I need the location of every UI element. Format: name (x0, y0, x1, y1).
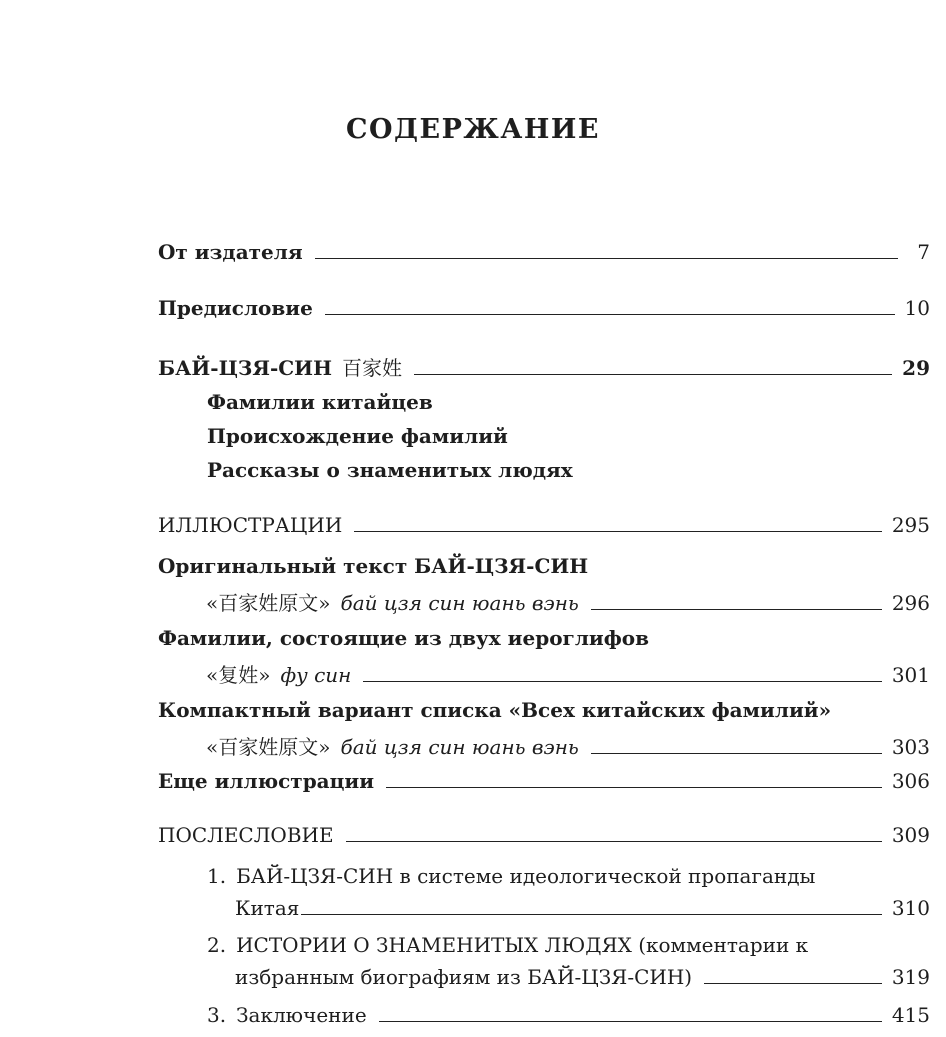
toc-label: Китая (235, 896, 300, 920)
toc-page: 303 (891, 735, 930, 759)
toc-entry-compact-list[interactable] (158, 698, 930, 728)
toc-label: Оригинальный текст БАЙ-ЦЗЯ-СИН (158, 554, 589, 578)
toc-leader (346, 841, 882, 842)
toc-entry-original-text-cont[interactable] (206, 587, 930, 617)
toc-translit: бай цзя син юань вэнь (340, 735, 579, 759)
toc-label: Фамилии китайцев (207, 390, 433, 414)
toc-page: 10 (904, 296, 930, 320)
toc-leader (325, 314, 895, 315)
toc-afterword-item-1-cont[interactable] (235, 896, 930, 926)
toc-entry-baijiaxing[interactable] (158, 352, 930, 382)
toc-afterword-item-2[interactable] (207, 933, 930, 963)
toc-leader (414, 374, 892, 375)
toc-leader (301, 914, 881, 915)
toc-label: ПОСЛЕСЛОВИЕ (158, 823, 334, 847)
toc-page: 306 (891, 769, 930, 793)
toc-afterword-item-1[interactable] (207, 864, 930, 894)
toc-label: От издателя (158, 240, 303, 264)
toc-label: Компактный вариант списка «Всех китайских фамилий» (158, 698, 832, 722)
toc-subentry-stories[interactable] (207, 458, 930, 488)
toc-label: Предисловие (158, 296, 313, 320)
toc-leader (363, 681, 881, 682)
toc-page: 301 (891, 663, 930, 687)
toc-page: 7 (917, 240, 930, 264)
toc-afterword-item-3[interactable] (207, 1003, 930, 1033)
toc-page: 309 (891, 823, 930, 847)
toc-page: 319 (891, 965, 930, 989)
toc-entry-preface[interactable] (158, 296, 930, 326)
toc-hanzi: 百家姓 (341, 356, 402, 380)
toc-page: 295 (891, 513, 930, 537)
toc-entry-double-surnames-cont[interactable] (206, 659, 930, 689)
toc-num: 2. (207, 933, 227, 957)
toc-num: 1. (207, 864, 227, 888)
toc-label: ИСТОРИИ О ЗНАМЕНИТЫХ ЛЮДЯХ (комментарии к (236, 933, 809, 957)
toc-page: 310 (891, 896, 930, 920)
toc-entry-double-surnames[interactable] (158, 626, 930, 656)
toc-translit: бай цзя син юань вэнь (340, 591, 579, 615)
toc-entry-publisher[interactable] (158, 240, 930, 270)
toc-label: БАЙ-ЦЗЯ-СИН в системе идеологической пропаганды (236, 864, 816, 888)
toc-entry-afterword[interactable] (158, 823, 930, 853)
toc-subentry-origin[interactable] (207, 424, 930, 454)
toc-page: 29 (902, 356, 930, 380)
toc-label: БАЙ-ЦЗЯ-СИН (158, 356, 332, 380)
toc-leader (591, 753, 882, 754)
toc-afterword-item-2-cont[interactable] (235, 965, 930, 995)
toc-num: 3. (207, 1003, 227, 1027)
toc-leader (591, 609, 882, 610)
toc-page: 415 (891, 1003, 930, 1027)
toc-hanzi: «复姓» (206, 663, 271, 687)
toc-page: 296 (891, 591, 930, 615)
toc-leader (315, 258, 898, 259)
toc-translit: фу син (280, 663, 352, 687)
toc-hanzi: «百家姓原文» (206, 735, 331, 759)
toc-label: Заключение (236, 1003, 367, 1027)
toc-entry-original-text[interactable] (158, 554, 930, 584)
toc-label: Рассказы о знаменитых людях (207, 458, 573, 482)
toc-entry-compact-list-cont[interactable] (206, 731, 930, 761)
toc-label: Происхождение фамилий (207, 424, 508, 448)
toc-leader (704, 983, 882, 984)
toc-label: избранным биографиям из БАЙ-ЦЗЯ-СИН) (235, 965, 693, 989)
toc-entry-illustrations[interactable] (158, 513, 930, 543)
toc-hanzi: «百家姓原文» (206, 591, 331, 615)
page-title: СОДЕРЖАНИЕ (346, 114, 600, 145)
toc-label: Еще иллюстрации (158, 769, 375, 793)
toc-leader (386, 787, 882, 788)
toc-leader (354, 531, 882, 532)
toc-label: ИЛЛЮСТРАЦИИ (158, 513, 343, 537)
toc-entry-more-illustrations[interactable] (158, 769, 930, 799)
toc-subentry-surnames[interactable] (207, 390, 930, 420)
toc-leader (379, 1021, 882, 1022)
toc-label: Фамилии, состоящие из двух иероглифов (158, 626, 650, 650)
